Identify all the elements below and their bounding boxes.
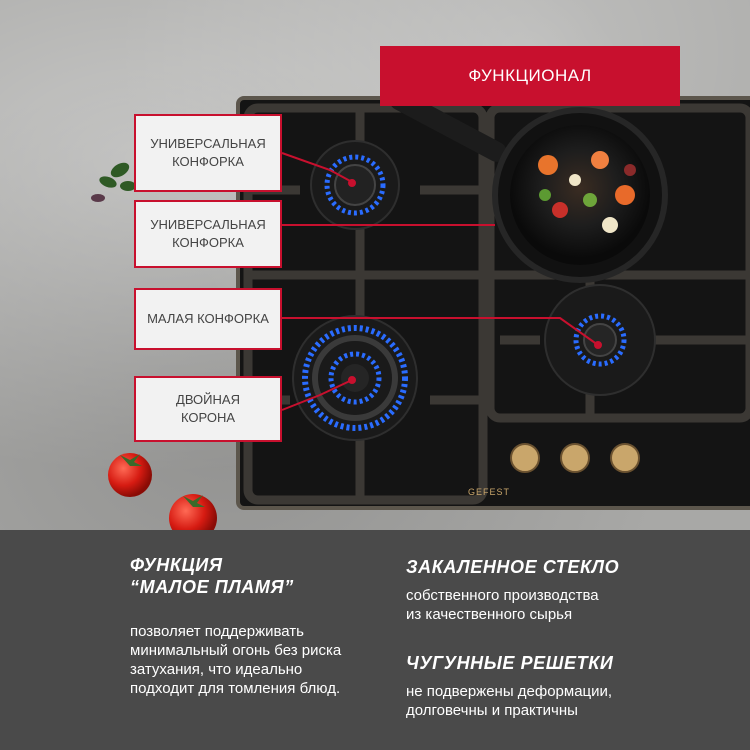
text-line: не подвержены деформации,	[406, 683, 613, 700]
label-universal-burner-1	[134, 114, 282, 192]
title-line: “МАЛОЕ ПЛАМЯ”	[130, 577, 294, 597]
label-text: КОНФОРКА	[172, 154, 244, 169]
label-universal-burner-2	[134, 200, 282, 268]
small-burner	[545, 285, 655, 395]
label-double-crown	[134, 376, 282, 442]
text-line: минимальный огонь без риска	[130, 642, 342, 659]
functionality-header	[380, 46, 680, 106]
features-panel	[0, 530, 750, 750]
text-line: из качественного сырья	[406, 606, 573, 623]
text-line: позволяет поддерживать	[130, 623, 304, 640]
glass-text	[406, 586, 599, 624]
text-line: долговечны и практичны	[406, 702, 578, 719]
label-small-burner	[134, 288, 282, 350]
grates-text	[406, 682, 612, 720]
text-line: затухания, что идеально	[130, 661, 303, 678]
title-line: ФУНКЦИЯ	[130, 555, 223, 575]
glass-title: ЗАКАЛЕННОЕ СТЕКЛО	[406, 557, 620, 577]
grates-title: ЧУГУННЫЕ РЕШЕТКИ	[406, 653, 614, 673]
herbs-decoration	[91, 160, 136, 202]
label-text: КОРОНА	[180, 410, 236, 425]
brand-logo: GEFEST	[468, 487, 511, 497]
control-knobs	[511, 444, 639, 472]
label-text: КОНФОРКА	[172, 235, 244, 250]
label-text: МАЛАЯ КОНФОРКА	[147, 311, 269, 326]
small-flame-text	[130, 622, 341, 698]
functionality-title: ФУНКЦИОНАЛ	[468, 66, 592, 85]
label-text: УНИВЕРСАЛЬНАЯ	[150, 136, 266, 151]
text-line: подходит для томления блюд.	[130, 680, 341, 697]
small-flame-title	[130, 554, 294, 598]
tomatoes-decoration	[108, 453, 217, 530]
label-text: УНИВЕРСАЛЬНАЯ	[150, 217, 266, 232]
text-line: собственного производства	[406, 587, 599, 604]
label-text: ДВОЙНАЯ	[176, 392, 240, 407]
